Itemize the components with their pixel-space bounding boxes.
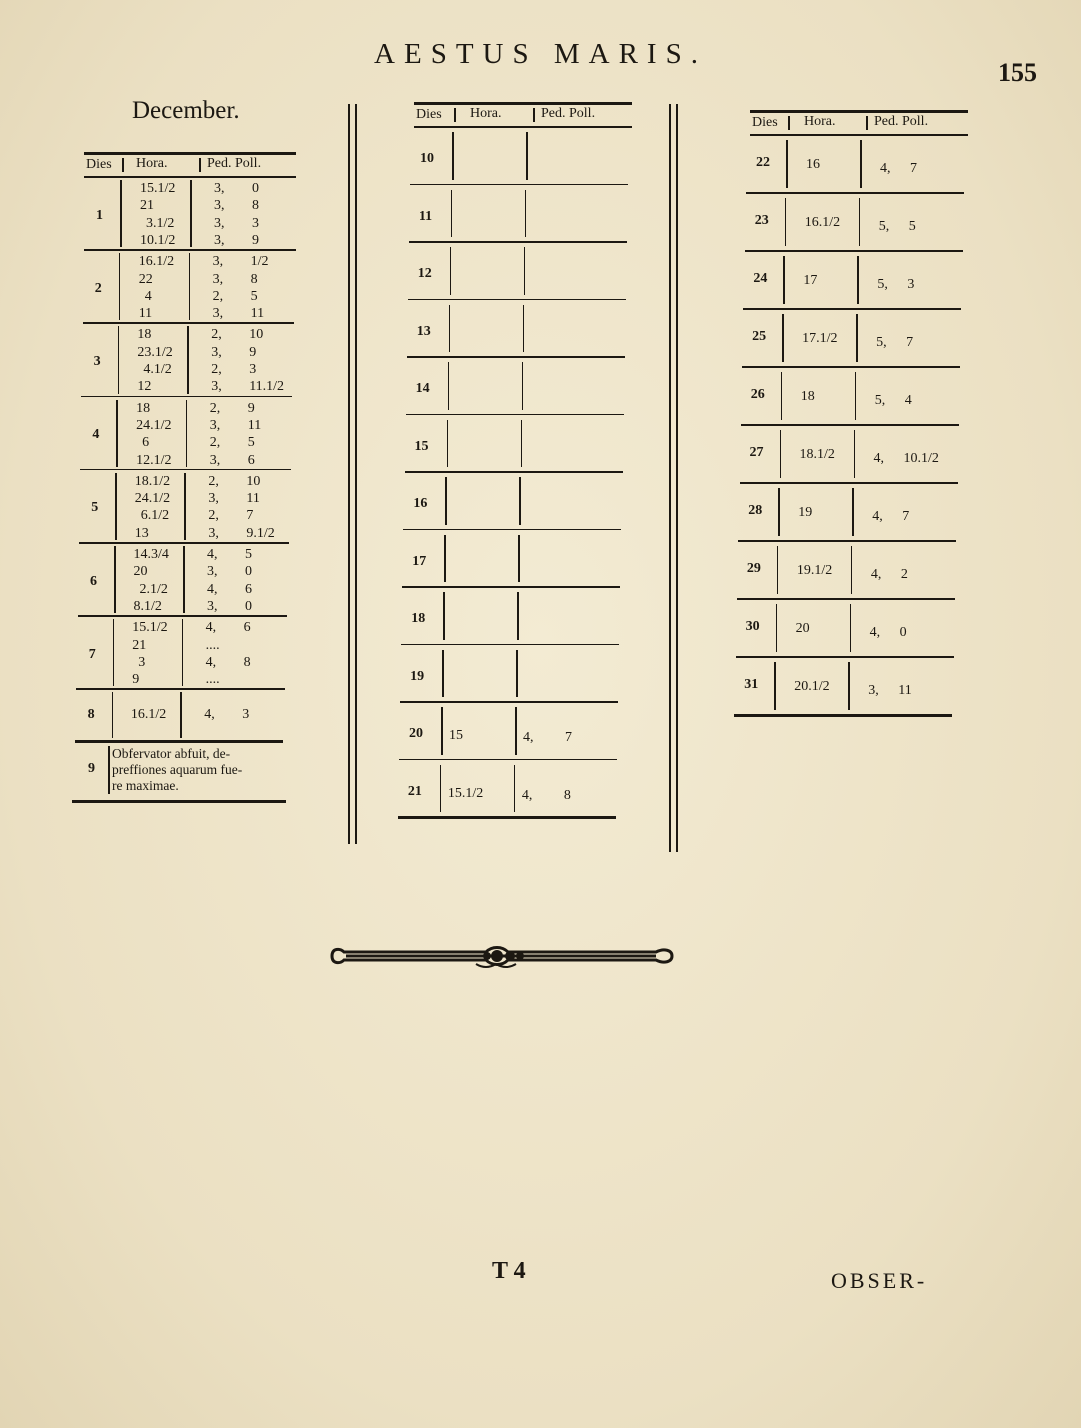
ped-value: 3, [212, 254, 224, 270]
row-rule [410, 184, 628, 186]
day-number: 2 [94, 280, 102, 296]
poll-value: 5 [250, 288, 258, 304]
row-rule [746, 192, 964, 194]
cell-divider [788, 116, 790, 130]
poll-value: 7 [246, 508, 254, 524]
poll-value: 9.1/2 [246, 525, 275, 541]
month-title: December. [132, 97, 240, 124]
cell-divider [120, 180, 122, 247]
poll-value: 8 [250, 271, 258, 287]
hora-value: 18.1/2 [134, 473, 171, 489]
column-header-dies: Dies [86, 157, 112, 172]
poll-value: 3 [907, 277, 915, 292]
row-rule [72, 800, 286, 803]
hora-value: 16.1/2 [138, 254, 175, 270]
cell-divider [516, 650, 518, 698]
ped-value: 2, [211, 362, 222, 377]
hora-value: 3.1/2 [146, 215, 175, 231]
hora-value: 18 [800, 389, 815, 404]
day-number: 11 [418, 208, 433, 224]
page-number: 155 [998, 58, 1037, 87]
running-title: AESTUS MARIS. [374, 38, 707, 70]
cell-divider [778, 488, 780, 536]
day-number: 22 [756, 155, 770, 170]
note-line: re maximae. [112, 778, 179, 794]
poll-value: 11 [246, 491, 260, 507]
row-rule [743, 308, 961, 310]
column-divider-rule [676, 104, 678, 852]
day-number: 29 [746, 561, 761, 576]
ped-value: 2, [208, 473, 219, 489]
cell-divider [860, 140, 862, 188]
row-rule [750, 134, 968, 136]
hora-value: 17.1/2 [802, 331, 838, 346]
column-header-hora: Hora. [470, 106, 502, 121]
poll-value: 3 [242, 707, 250, 723]
cell-divider [115, 473, 117, 540]
ped-value: 4, [521, 787, 533, 803]
poll-value: 3 [252, 215, 259, 231]
row-rule [750, 110, 968, 113]
ped-value: 3, [214, 181, 225, 196]
hora-value: 18 [137, 327, 152, 343]
ped-value: 3, [868, 683, 879, 698]
row-rule [398, 816, 616, 819]
row-rule [736, 656, 954, 658]
hora-value: 6 [142, 435, 150, 451]
row-rule [734, 714, 952, 717]
poll-value: 5 [908, 219, 916, 234]
row-rule [742, 366, 960, 368]
row-rule [76, 688, 285, 690]
column-divider-rule [669, 104, 671, 852]
day-number: 4 [92, 427, 100, 443]
cell-divider [859, 198, 861, 246]
cell-divider [776, 604, 778, 652]
row-rule [408, 299, 626, 301]
poll-value: 7 [902, 509, 910, 524]
hora-value: 16.1/2 [130, 707, 167, 723]
cell-divider [783, 256, 785, 304]
hora-value: 16 [806, 157, 820, 172]
hora-value: 20 [133, 564, 148, 580]
day-number: 18 [411, 611, 426, 626]
cell-divider [452, 132, 454, 180]
ped-value: 5, [874, 393, 886, 408]
ped-value: 5, [878, 219, 890, 234]
ped-value: 2, [211, 327, 222, 343]
row-rule [84, 176, 296, 178]
cell-divider [451, 190, 453, 238]
ped-value: 4, [873, 451, 884, 466]
ped-value: 3, [208, 491, 219, 507]
note-line: preffiones aquarum fue- [112, 762, 243, 778]
column-divider-rule [355, 104, 357, 844]
cell-divider [122, 158, 124, 172]
row-rule [745, 250, 963, 252]
cell-divider [848, 662, 850, 710]
signature-mark: T 4 [492, 1258, 526, 1284]
row-rule [399, 759, 617, 761]
day-number: 12 [417, 266, 432, 281]
ped-value: 4, [207, 581, 218, 597]
hora-value: 20 [795, 621, 810, 636]
poll-value: 4 [904, 393, 912, 408]
row-rule [84, 152, 296, 155]
cell-divider [522, 362, 524, 410]
hora-value: 16.1/2 [804, 215, 841, 230]
poll-value: 0 [245, 564, 252, 580]
cell-divider [182, 619, 184, 686]
ped-value: 4, [870, 567, 882, 582]
row-rule [78, 615, 288, 617]
poll-value: 0 [245, 598, 252, 614]
poll-value: 9 [252, 232, 259, 248]
day-number: 16 [413, 496, 428, 511]
ped-value: 3, [212, 306, 224, 322]
hora-value: 10.1/2 [140, 232, 176, 248]
catchword: OBSER- [831, 1268, 928, 1293]
poll-value: 7 [565, 730, 572, 745]
day-number: 15 [414, 438, 429, 454]
cell-divider [774, 662, 776, 710]
poll-value: 3 [249, 362, 257, 377]
cell-divider [852, 488, 854, 536]
ped-value: 4, [523, 730, 534, 745]
cell-divider [782, 314, 784, 362]
ped-value: 3, [212, 271, 224, 287]
day-number: 7 [88, 646, 96, 662]
hora-value: 3 [138, 654, 146, 670]
hora-value: 19.1/2 [796, 563, 833, 578]
poll-value: 8 [563, 787, 571, 803]
poll-value: 11.1/2 [249, 379, 285, 395]
row-rule [400, 701, 618, 703]
cell-divider [851, 546, 853, 594]
row-rule [403, 529, 621, 531]
ped-value: 3, [214, 198, 225, 214]
ped-value: 3, [207, 564, 218, 580]
hora-value: 6.1/2 [140, 508, 170, 524]
poll-value: 11 [898, 683, 912, 698]
cell-divider [187, 326, 189, 393]
hora-value: 14.3/4 [133, 547, 169, 562]
row-rule [402, 586, 620, 588]
day-number: 5 [91, 500, 99, 516]
ped-value: 2, [212, 288, 224, 304]
cell-divider [523, 305, 525, 353]
row-rule [414, 126, 632, 128]
hora-value: 21 [140, 198, 154, 214]
cell-divider [855, 372, 857, 420]
column-header-ped-poll: Ped. Poll. [541, 106, 596, 121]
day-number: 28 [748, 503, 763, 518]
poll-value: 8 [243, 654, 251, 670]
row-rule [738, 540, 956, 542]
note-line: Obfervator abfuit, de- [112, 746, 231, 762]
ped-value: 3, [207, 598, 218, 614]
hora-value: 23.1/2 [137, 344, 173, 360]
cell-divider [449, 305, 451, 353]
day-number: 10 [420, 151, 434, 166]
cell-divider [447, 420, 449, 468]
ped-value: 3, [211, 379, 222, 395]
cell-divider [780, 430, 782, 478]
cell-divider [857, 256, 859, 304]
ped-value: 4, [205, 620, 217, 636]
row-rule [414, 102, 632, 105]
poll-value: 0 [899, 625, 907, 640]
ped-value: .... [205, 637, 220, 653]
ped-value: 3, [209, 417, 221, 433]
day-number: 6 [90, 573, 97, 589]
hora-value: 15 [449, 728, 463, 743]
day-number: 24 [753, 271, 768, 286]
cell-divider [517, 592, 519, 640]
row-rule [80, 469, 291, 471]
cell-divider [114, 546, 116, 613]
ped-value: 2, [209, 435, 221, 451]
poll-value: 5 [247, 435, 255, 451]
ped-value: 3, [211, 344, 222, 360]
hora-value: 11 [138, 306, 153, 322]
day-number: 13 [416, 323, 431, 339]
cell-divider [183, 546, 185, 613]
poll-value: 1/2 [250, 254, 269, 270]
cell-divider [184, 473, 186, 540]
ped-value: 3, [214, 215, 225, 231]
poll-value: 9 [249, 344, 257, 360]
ped-value: 3, [214, 232, 225, 248]
cell-divider [514, 765, 516, 813]
column-header-dies: Dies [752, 115, 778, 130]
day-number: 23 [754, 213, 769, 228]
cell-divider [112, 692, 114, 738]
ped-value: .... [205, 672, 220, 688]
row-rule [84, 249, 296, 251]
poll-value: 0 [252, 181, 259, 196]
hora-value: 15.1/2 [447, 785, 484, 801]
hora-value: 22 [138, 271, 153, 287]
poll-value: 7 [906, 335, 914, 350]
cell-divider [116, 400, 118, 467]
hora-value: 19 [798, 505, 813, 520]
column-header-ped-poll: Ped. Poll. [874, 114, 929, 129]
cell-divider [856, 314, 858, 362]
ped-value: 4, [872, 509, 883, 524]
ped-value: 4, [880, 161, 891, 176]
day-number: 21 [407, 783, 422, 799]
cell-divider [785, 198, 787, 246]
column-header-hora: Hora. [136, 156, 168, 171]
ped-value: 5, [877, 277, 888, 292]
column-header-ped-poll: Ped. Poll. [207, 156, 262, 171]
cell-divider [442, 650, 444, 698]
cell-divider [533, 108, 535, 122]
day-number: 8 [87, 707, 95, 723]
poll-value: 11 [250, 306, 265, 322]
hora-value: 15.1/2 [132, 620, 168, 636]
poll-value: 10.1/2 [903, 451, 939, 466]
ped-value: 2, [209, 400, 221, 416]
cell-divider [777, 546, 779, 594]
decorative-ornament [326, 936, 678, 976]
cell-divider [443, 592, 445, 640]
cell-divider [450, 247, 452, 295]
cell-divider [108, 746, 110, 794]
hora-value: 21 [132, 637, 147, 653]
cell-divider [781, 372, 783, 420]
day-number: 9 [88, 761, 95, 777]
cell-divider [525, 190, 527, 238]
row-rule [401, 644, 619, 646]
poll-value: 6 [247, 452, 255, 468]
day-number: 1 [96, 207, 103, 223]
poll-value: 6 [243, 620, 251, 636]
hora-value: 17 [803, 273, 818, 288]
cell-divider [119, 253, 121, 320]
cell-divider [118, 326, 120, 393]
hora-value: 8.1/2 [133, 598, 162, 614]
cell-divider [441, 707, 443, 755]
hora-value: 12.1/2 [136, 452, 172, 468]
hora-value: 12 [137, 379, 152, 395]
day-number: 31 [744, 677, 759, 692]
hora-value: 2.1/2 [139, 581, 168, 597]
ped-value: 3, [209, 452, 221, 468]
cell-divider [521, 420, 523, 468]
day-number: 14 [415, 381, 430, 396]
hora-value: 13 [134, 525, 149, 541]
ped-value: 3, [208, 525, 219, 541]
day-number: 25 [752, 329, 767, 344]
cell-divider [113, 619, 115, 686]
cell-divider [186, 400, 188, 467]
poll-value: 9 [247, 400, 255, 416]
row-rule [81, 396, 292, 398]
cell-divider [444, 535, 446, 583]
poll-value: 7 [910, 161, 917, 176]
hora-value: 20.1/2 [794, 679, 830, 694]
row-rule [741, 424, 959, 426]
day-number: 17 [412, 553, 427, 569]
poll-value: 2 [900, 567, 908, 582]
cell-divider [190, 180, 192, 247]
day-number: 26 [750, 387, 765, 402]
cell-divider [448, 362, 450, 410]
row-rule [83, 322, 295, 324]
poll-value: 5 [245, 547, 252, 562]
cell-divider [454, 108, 456, 122]
row-rule [75, 740, 284, 743]
day-number: 27 [749, 445, 764, 460]
cell-divider [515, 707, 517, 755]
cell-divider [850, 604, 852, 652]
poll-value: 8 [252, 198, 259, 214]
cell-divider [180, 692, 182, 738]
cell-divider [526, 132, 528, 180]
row-rule [79, 542, 289, 544]
row-rule [406, 414, 624, 416]
cell-divider [518, 535, 520, 583]
ped-value: 4, [204, 707, 215, 723]
ped-value: 5, [876, 335, 887, 350]
day-number: 3 [93, 354, 101, 369]
row-rule [737, 598, 955, 600]
day-number: 19 [410, 668, 425, 684]
poll-value: 6 [245, 581, 252, 597]
row-rule [409, 241, 627, 243]
observer-note [112, 746, 302, 794]
hora-value: 18.1/2 [799, 447, 835, 462]
cell-divider [440, 765, 442, 813]
column-divider-rule [348, 104, 350, 844]
ped-value: 2, [208, 508, 219, 524]
cell-divider [189, 253, 191, 320]
cell-divider [854, 430, 856, 478]
cell-divider [524, 247, 526, 295]
hora-value: 24.1/2 [136, 417, 172, 433]
day-number: 20 [409, 726, 423, 741]
day-number: 30 [745, 619, 760, 634]
hora-value: 4.1/2 [143, 362, 172, 377]
hora-value: 9 [132, 672, 140, 688]
row-rule [405, 471, 623, 473]
ped-value: 4, [205, 654, 217, 670]
poll-value: 11 [247, 417, 262, 433]
column-header-dies: Dies [416, 107, 442, 122]
ped-value: 4, [207, 547, 218, 562]
poll-value: 10 [249, 327, 264, 343]
row-rule [407, 356, 625, 358]
hora-value: 15.1/2 [140, 181, 176, 196]
cell-divider [866, 116, 868, 130]
poll-value: 10 [246, 473, 261, 489]
ped-value: 4, [869, 625, 881, 640]
cell-divider [786, 140, 788, 188]
cell-divider [445, 477, 447, 525]
hora-value: 24.1/2 [134, 491, 171, 507]
hora-value: 18 [136, 400, 151, 416]
column-header-hora: Hora. [804, 114, 836, 129]
cell-divider [199, 158, 201, 172]
hora-value: 4 [144, 288, 152, 304]
cell-divider [519, 477, 521, 525]
row-rule [740, 482, 958, 484]
